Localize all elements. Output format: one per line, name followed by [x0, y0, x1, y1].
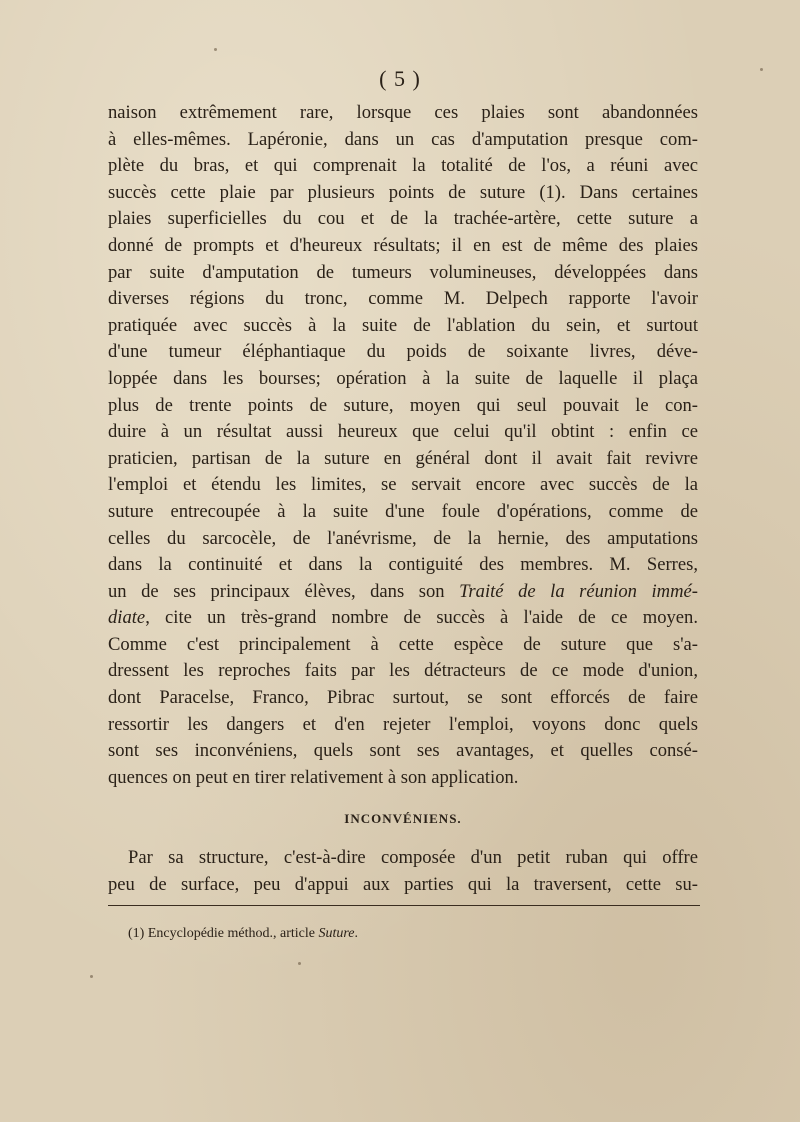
- paper-spot: [214, 48, 217, 51]
- text-line: d'une tumeur éléphantiaque du poids de soixante livres, déve-: [108, 341, 698, 363]
- text-line: à elles-mêmes. Lapéronie, dans un cas d'amputation presque com-: [108, 128, 698, 150]
- text-line: dressent les reproches faits par les détracteurs de ce mode d'union,: [108, 660, 698, 682]
- text-span: , cite un très-grand nombre de succès à l'aide de ce moyen.: [145, 607, 698, 629]
- text-line: quences on peut en tirer relativement à son application.: [108, 766, 519, 788]
- text-line: sont ses inconvéniens, quels sont ses avantages, et quelles consé-: [108, 740, 698, 762]
- paper-spot: [90, 975, 93, 978]
- paper-spot: [760, 68, 763, 71]
- text-line: ressortir les dangers et d'en rejeter l'emploi, voyons donc quels: [108, 713, 698, 735]
- paragraph-1: [108, 100, 698, 579]
- text-line: naison extrêmement rare, lorsque ces plaies sont abandonnées: [108, 102, 698, 123]
- text-line: plaies superficielles du cou et de la trachée-artère, cette suture a: [108, 208, 698, 230]
- body-text: [108, 100, 698, 899]
- paragraph-1-end: [108, 632, 698, 792]
- text-line: celles du sarcocèle, de l'anévrisme, de la hernie, des amputations: [108, 527, 698, 549]
- section-heading: INCONVÉNIENS.: [344, 811, 462, 827]
- paper-spot: [298, 962, 301, 965]
- footnote: [128, 926, 358, 942]
- text-line: loppée dans les bourses; opération à la suite de laquelle il plaça: [108, 367, 698, 389]
- text-line: Comme c'est principalement à cette espèce de suture que s'a-: [108, 633, 698, 655]
- text-line: praticien, partisan de la suture en général dont il avait fait revivre: [108, 447, 698, 469]
- text-line: plète du bras, et qui comprenait la totalité de l'os, a réuni avec: [108, 155, 698, 177]
- text-line: dont Paracelse, Franco, Pibrac surtout, se sont efforcés de faire: [108, 687, 698, 709]
- text-line: l'emploi et étendu les limites, se servait encore avec succès de la: [108, 474, 698, 496]
- text-line: plus de trente points de suture, moyen qui seul pouvait le con-: [108, 394, 698, 416]
- paragraph-2: [108, 845, 698, 898]
- book-title-italic: Traité de la réunion immé-: [459, 580, 698, 602]
- text-line: par suite d'amputation de tumeurs volumineuses, développées dans: [108, 261, 698, 283]
- text-line: suture entrecoupée à la suite d'une foule d'opérations, comme de: [108, 500, 698, 522]
- text-span: un de ses principaux élèves, dans son: [108, 580, 460, 602]
- text-line: [108, 579, 698, 606]
- text-line: pratiquée avec succès à la suite de l'ablation du sein, et surtout: [108, 314, 698, 336]
- text-line: dans la continuité et dans la contiguité des membres. M. Serres,: [108, 554, 698, 576]
- text-line: duire à un résultat aussi heureux que celui qu'il obtint : enfin ce: [108, 421, 698, 443]
- text-line: [108, 605, 698, 632]
- text-line: peu de surface, peu d'appui aux parties qui la traversent, cette su-: [108, 874, 698, 896]
- text-line: Par sa structure, c'est-à-dire composée d'un petit ruban qui offre: [128, 847, 698, 869]
- footnote-rule: [108, 905, 700, 906]
- footnote-suffix: .: [354, 926, 359, 941]
- text-line: diverses régions du tronc, comme M. Delpech rapporte l'avoir: [108, 288, 698, 310]
- footnote-italic: Suture: [318, 926, 355, 941]
- text-line: succès cette plaie par plusieurs points de suture (1). Dans certaines: [108, 181, 698, 203]
- text-line: donné de prompts et d'heureux résultats; il en est de même des plaies: [108, 234, 698, 256]
- page-number: ( 5 ): [379, 66, 421, 91]
- footnote-text: (1) Encyclopédie méthod., article: [128, 926, 319, 941]
- book-title-italic-end: diate: [108, 607, 146, 629]
